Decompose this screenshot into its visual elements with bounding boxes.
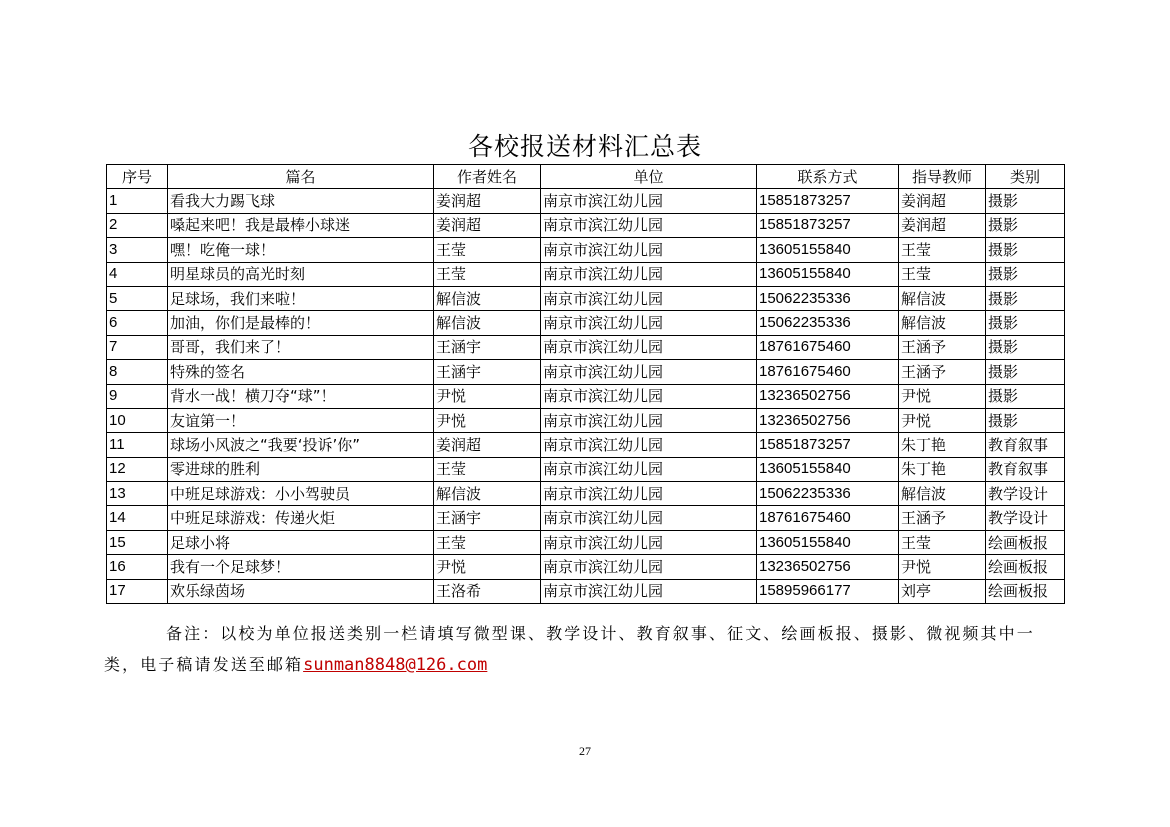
cell-unit: 南京市滨江幼儿园 (541, 238, 757, 262)
cell-category: 绘画板报 (986, 555, 1065, 579)
cell-title: 中班足球游戏：小小驾驶员 (168, 482, 434, 506)
cell-contact: 18761675460 (757, 335, 899, 359)
cell-advisor: 刘亭 (899, 579, 986, 603)
cell-advisor: 解信波 (899, 482, 986, 506)
cell-title: 嗓起来吧！我是最棒小球迷 (168, 213, 434, 237)
cell-title: 零进球的胜利 (168, 457, 434, 481)
cell-author: 王洛希 (434, 579, 541, 603)
cell-author: 解信波 (434, 286, 541, 310)
cell-contact: 18761675460 (757, 506, 899, 530)
cell-category: 教学设计 (986, 506, 1065, 530)
cell-index: 10 (107, 408, 168, 432)
cell-index: 12 (107, 457, 168, 481)
table-row (107, 555, 1065, 579)
header-advisor: 指导教师 (899, 165, 986, 189)
cell-title: 中班足球游戏：传递火炬 (168, 506, 434, 530)
table-row (107, 238, 1065, 262)
cell-contact: 15895966177 (757, 579, 899, 603)
cell-category: 摄影 (986, 408, 1065, 432)
cell-category: 摄影 (986, 238, 1065, 262)
cell-index: 5 (107, 286, 168, 310)
cell-title: 足球小将 (168, 530, 434, 554)
cell-contact: 13605155840 (757, 530, 899, 554)
cell-index: 13 (107, 482, 168, 506)
table-row (107, 311, 1065, 335)
table-row (107, 457, 1065, 481)
cell-index: 16 (107, 555, 168, 579)
cell-index: 14 (107, 506, 168, 530)
cell-index: 8 (107, 360, 168, 384)
cell-unit: 南京市滨江幼儿园 (541, 286, 757, 310)
cell-author: 尹悦 (434, 408, 541, 432)
table-row (107, 482, 1065, 506)
cell-contact: 13236502756 (757, 384, 899, 408)
cell-index: 6 (107, 311, 168, 335)
cell-index: 7 (107, 335, 168, 359)
cell-unit: 南京市滨江幼儿园 (541, 408, 757, 432)
table-row (107, 408, 1065, 432)
cell-author: 姜润超 (434, 213, 541, 237)
cell-contact: 13236502756 (757, 408, 899, 432)
cell-unit: 南京市滨江幼儿园 (541, 433, 757, 457)
cell-category: 摄影 (986, 311, 1065, 335)
cell-unit: 南京市滨江幼儿园 (541, 360, 757, 384)
cell-author: 王涵宇 (434, 506, 541, 530)
cell-title: 特殊的签名 (168, 360, 434, 384)
cell-advisor: 王莹 (899, 238, 986, 262)
cell-title: 友谊第一！ (168, 408, 434, 432)
remark-note (104, 618, 1066, 681)
table-row (107, 530, 1065, 554)
header-title: 篇名 (168, 165, 434, 189)
table-row (107, 579, 1065, 603)
cell-title: 球场小风波之“我要‘投诉’你” (168, 433, 434, 457)
cell-advisor: 王涵予 (899, 360, 986, 384)
table-row (107, 262, 1065, 286)
cell-contact: 18761675460 (757, 360, 899, 384)
cell-author: 尹悦 (434, 555, 541, 579)
cell-author: 王莹 (434, 457, 541, 481)
cell-unit: 南京市滨江幼儿园 (541, 335, 757, 359)
cell-advisor: 尹悦 (899, 408, 986, 432)
cell-category: 摄影 (986, 286, 1065, 310)
table-body (107, 189, 1065, 604)
table-row (107, 189, 1065, 213)
materials-summary-table (106, 164, 1065, 604)
table-row (107, 213, 1065, 237)
cell-author: 尹悦 (434, 384, 541, 408)
cell-category: 绘画板报 (986, 579, 1065, 603)
cell-unit: 南京市滨江幼儿园 (541, 506, 757, 530)
cell-advisor: 王莹 (899, 262, 986, 286)
cell-category: 摄影 (986, 384, 1065, 408)
cell-index: 15 (107, 530, 168, 554)
cell-title: 背水一战！横刀夺“球”！ (168, 384, 434, 408)
cell-title: 看我大力踢飞球 (168, 189, 434, 213)
cell-unit: 南京市滨江幼儿园 (541, 384, 757, 408)
cell-contact: 13236502756 (757, 555, 899, 579)
cell-advisor: 王涵予 (899, 335, 986, 359)
cell-author: 姜润超 (434, 433, 541, 457)
cell-unit: 南京市滨江幼儿园 (541, 311, 757, 335)
header-category: 类别 (986, 165, 1065, 189)
cell-title: 明星球员的高光时刻 (168, 262, 434, 286)
cell-author: 王涵宇 (434, 335, 541, 359)
cell-unit: 南京市滨江幼儿园 (541, 457, 757, 481)
table-row (107, 286, 1065, 310)
header-index: 序号 (107, 165, 168, 189)
cell-author: 姜润超 (434, 189, 541, 213)
cell-author: 王莹 (434, 238, 541, 262)
cell-advisor: 朱丁艳 (899, 457, 986, 481)
table-row (107, 384, 1065, 408)
cell-author: 王涵宇 (434, 360, 541, 384)
cell-contact: 15851873257 (757, 433, 899, 457)
cell-advisor: 尹悦 (899, 555, 986, 579)
document-title: 各校报送材料汇总表 (467, 132, 702, 161)
cell-category: 摄影 (986, 189, 1065, 213)
cell-contact: 15062235336 (757, 311, 899, 335)
cell-contact: 13605155840 (757, 238, 899, 262)
cell-advisor: 尹悦 (899, 384, 986, 408)
cell-category: 教育叙事 (986, 433, 1065, 457)
cell-author: 解信波 (434, 482, 541, 506)
cell-category: 教育叙事 (986, 457, 1065, 481)
cell-index: 3 (107, 238, 168, 262)
cell-contact: 15062235336 (757, 286, 899, 310)
cell-title: 嘿！吃俺一球！ (168, 238, 434, 262)
cell-author: 王莹 (434, 530, 541, 554)
cell-unit: 南京市滨江幼儿园 (541, 262, 757, 286)
table-row (107, 506, 1065, 530)
cell-title: 哥哥，我们来了！ (168, 335, 434, 359)
cell-author: 解信波 (434, 311, 541, 335)
cell-index: 11 (107, 433, 168, 457)
cell-advisor: 朱丁艳 (899, 433, 986, 457)
cell-advisor: 王莹 (899, 530, 986, 554)
page-number: 27 (579, 744, 591, 758)
cell-unit: 南京市滨江幼儿园 (541, 530, 757, 554)
cell-title: 我有一个足球梦！ (168, 555, 434, 579)
cell-unit: 南京市滨江幼儿园 (541, 189, 757, 213)
cell-contact: 13605155840 (757, 262, 899, 286)
cell-unit: 南京市滨江幼儿园 (541, 555, 757, 579)
cell-category: 摄影 (986, 360, 1065, 384)
cell-title: 足球场，我们来啦！ (168, 286, 434, 310)
remark-text: 备注：以校为单位报送类别一栏请填写微型课、教学设计、教育叙事、征文、绘画板报、摄影、微视频其中一类，电子稿请发送至邮箱 (104, 624, 1035, 674)
cell-advisor: 王涵予 (899, 506, 986, 530)
cell-advisor: 解信波 (899, 286, 986, 310)
cell-title: 加油，你们是最棒的！ (168, 311, 434, 335)
cell-unit: 南京市滨江幼儿园 (541, 579, 757, 603)
cell-index: 4 (107, 262, 168, 286)
table-row (107, 433, 1065, 457)
cell-author: 王莹 (434, 262, 541, 286)
email-link[interactable]: sunman8848@126.com (303, 655, 488, 675)
header-author: 作者姓名 (434, 165, 541, 189)
header-unit: 单位 (541, 165, 757, 189)
cell-category: 绘画板报 (986, 530, 1065, 554)
table-row (107, 335, 1065, 359)
cell-index: 2 (107, 213, 168, 237)
table-row (107, 360, 1065, 384)
cell-contact: 13605155840 (757, 457, 899, 481)
table-header-row (107, 165, 1065, 189)
cell-index: 9 (107, 384, 168, 408)
cell-index: 1 (107, 189, 168, 213)
cell-title: 欢乐绿茵场 (168, 579, 434, 603)
cell-unit: 南京市滨江幼儿园 (541, 213, 757, 237)
cell-contact: 15062235336 (757, 482, 899, 506)
cell-category: 摄影 (986, 262, 1065, 286)
header-contact: 联系方式 (757, 165, 899, 189)
cell-advisor: 姜润超 (899, 213, 986, 237)
cell-category: 摄影 (986, 213, 1065, 237)
cell-advisor: 姜润超 (899, 189, 986, 213)
cell-unit: 南京市滨江幼儿园 (541, 482, 757, 506)
cell-category: 教学设计 (986, 482, 1065, 506)
cell-contact: 15851873257 (757, 189, 899, 213)
cell-advisor: 解信波 (899, 311, 986, 335)
cell-index: 17 (107, 579, 168, 603)
cell-contact: 15851873257 (757, 213, 899, 237)
cell-category: 摄影 (986, 335, 1065, 359)
